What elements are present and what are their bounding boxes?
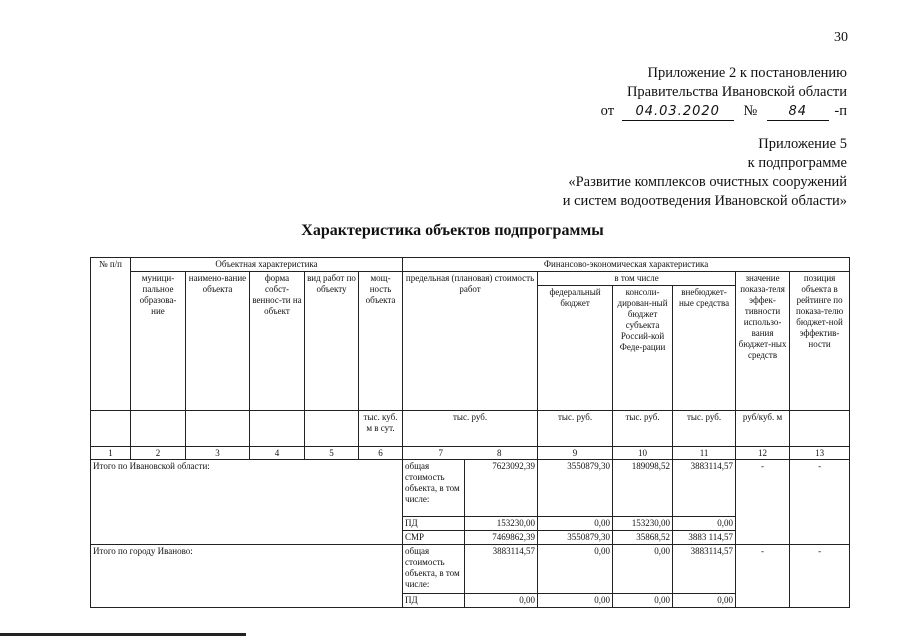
col-number: 4 [250,447,305,460]
number-suffix: -п [834,103,847,119]
unit-efficiency: руб/куб. м [736,411,790,447]
unit-consolidated: тыс. руб. [613,411,673,447]
work-type-header: вид работ по объекту [305,272,359,411]
handwritten-number: 84 [767,104,829,121]
header-row-2 [91,272,850,286]
col-number: 12 [736,447,790,460]
pd-offbudget: 0,00 [673,594,736,608]
appendix5-line-1: Приложение 5 [758,136,847,152]
col-number: 5 [305,447,359,460]
smr-total: 7469862,39 [465,531,538,545]
smr-federal: 3550879,30 [538,531,613,545]
consolidated-header: консоли-дирован-ный бюджет субъекта Россий-кой Феде-рации [613,286,673,411]
smr-consolidated: 35868,52 [613,531,673,545]
pd-label: ПД [403,594,465,608]
col-num-header: № п/п [91,258,131,411]
object-char-header: Объектная характеристика [131,258,403,272]
total-cost-label: общая стоимость объекта, в том числе: [403,460,465,517]
rating-header: позиция объекта в рейтинге по показа-телю бюджет-ной эффектив-ности [790,272,850,411]
pd-offbudget: 0,00 [673,517,736,531]
offbudget-header: внебюджет-ные средства [673,286,736,411]
limit-cost-header: предельная (плановая) стоимость работ [403,272,538,411]
unit-cost: тыс. руб. [403,411,538,447]
city-total-label: Итого по городу Иваново: [91,545,403,608]
smr-label: СМР [403,531,465,545]
pd-federal: 0,00 [538,594,613,608]
pd-consolidated: 153230,00 [613,517,673,531]
efficiency-header: значение показа-теля эффек-тивности использо-вания бюджет-ных средств [736,272,790,411]
smr-offbudget: 3883 114,57 [673,531,736,545]
municipality-header: муници-пальное образова-ние [131,272,186,411]
pd-consolidated: 0,00 [613,594,673,608]
consolidated-value: 0,00 [613,545,673,594]
col-number: 1 [91,447,131,460]
col-number: 11 [673,447,736,460]
region-total-label: Итого по Ивановской области: [91,460,403,545]
including-header: в том числе [538,272,736,286]
unit-federal: тыс. руб. [538,411,613,447]
unit-capacity: тыс. куб. м в сут. [359,411,403,447]
unit-offbudget: тыс. руб. [673,411,736,447]
pd-total: 0,00 [465,594,538,608]
table-row [91,460,850,517]
table-row [91,545,850,594]
col-number: 3 [186,447,250,460]
objects-table [90,257,850,608]
efficiency-value: - [736,460,790,545]
page-number: 30 [834,30,848,45]
appendix5-line-2: к подпрограмме [747,155,847,171]
pd-federal: 0,00 [538,517,613,531]
appendix5-line-4: и систем водоотведения Ивановской области» [562,193,847,209]
header-row-1 [91,258,850,272]
decree-reference [601,102,847,121]
appendix-line-1: Приложение 2 к постановлению [647,65,847,81]
consolidated-value: 189098,52 [613,460,673,517]
col-number: 13 [790,447,850,460]
capacity-header: мощ-ность объекта [359,272,403,411]
pd-label: ПД [403,517,465,531]
federal-header: федеральный бюджет [538,286,613,411]
offbudget-value: 3883114,57 [673,460,736,517]
handwritten-date: 04.03.2020 [622,104,734,121]
appendix5-line-3: «Развитие комплексов очистных сооружений [568,174,847,190]
col-number: 6 [359,447,403,460]
col-number: 10 [613,447,673,460]
fin-char-header: Финансово-экономическая характеристика [403,258,850,272]
scan-edge-line [0,633,246,636]
units-row [91,411,850,447]
number-label: № [743,103,758,119]
rating-value: - [790,545,850,608]
appendix-line-2: Правительства Ивановской области [626,84,847,100]
approval-block [601,64,847,121]
pd-total: 153230,00 [465,517,538,531]
federal-value: 0,00 [538,545,613,594]
from-label: от [600,103,615,119]
document-title: Характеристика объектов подпрограммы [301,222,604,239]
offbudget-value: 3883114,57 [673,545,736,594]
efficiency-value: - [736,545,790,608]
total-cost-value: 3883114,57 [465,545,538,594]
total-cost-value: 7623092,39 [465,460,538,517]
ownership-header: форма собст-веннос-ти на объект [250,272,305,411]
column-numbers-row [91,447,850,460]
col-number: 7 8 [403,447,538,460]
federal-value: 3550879,30 [538,460,613,517]
total-cost-label: общая стоимость объекта, в том числе: [403,545,465,594]
rating-value: - [790,460,850,545]
col-number: 2 [131,447,186,460]
col-number: 9 [538,447,613,460]
object-name-header: наимено-вание объекта [186,272,250,411]
appendix-5-block [563,135,847,211]
